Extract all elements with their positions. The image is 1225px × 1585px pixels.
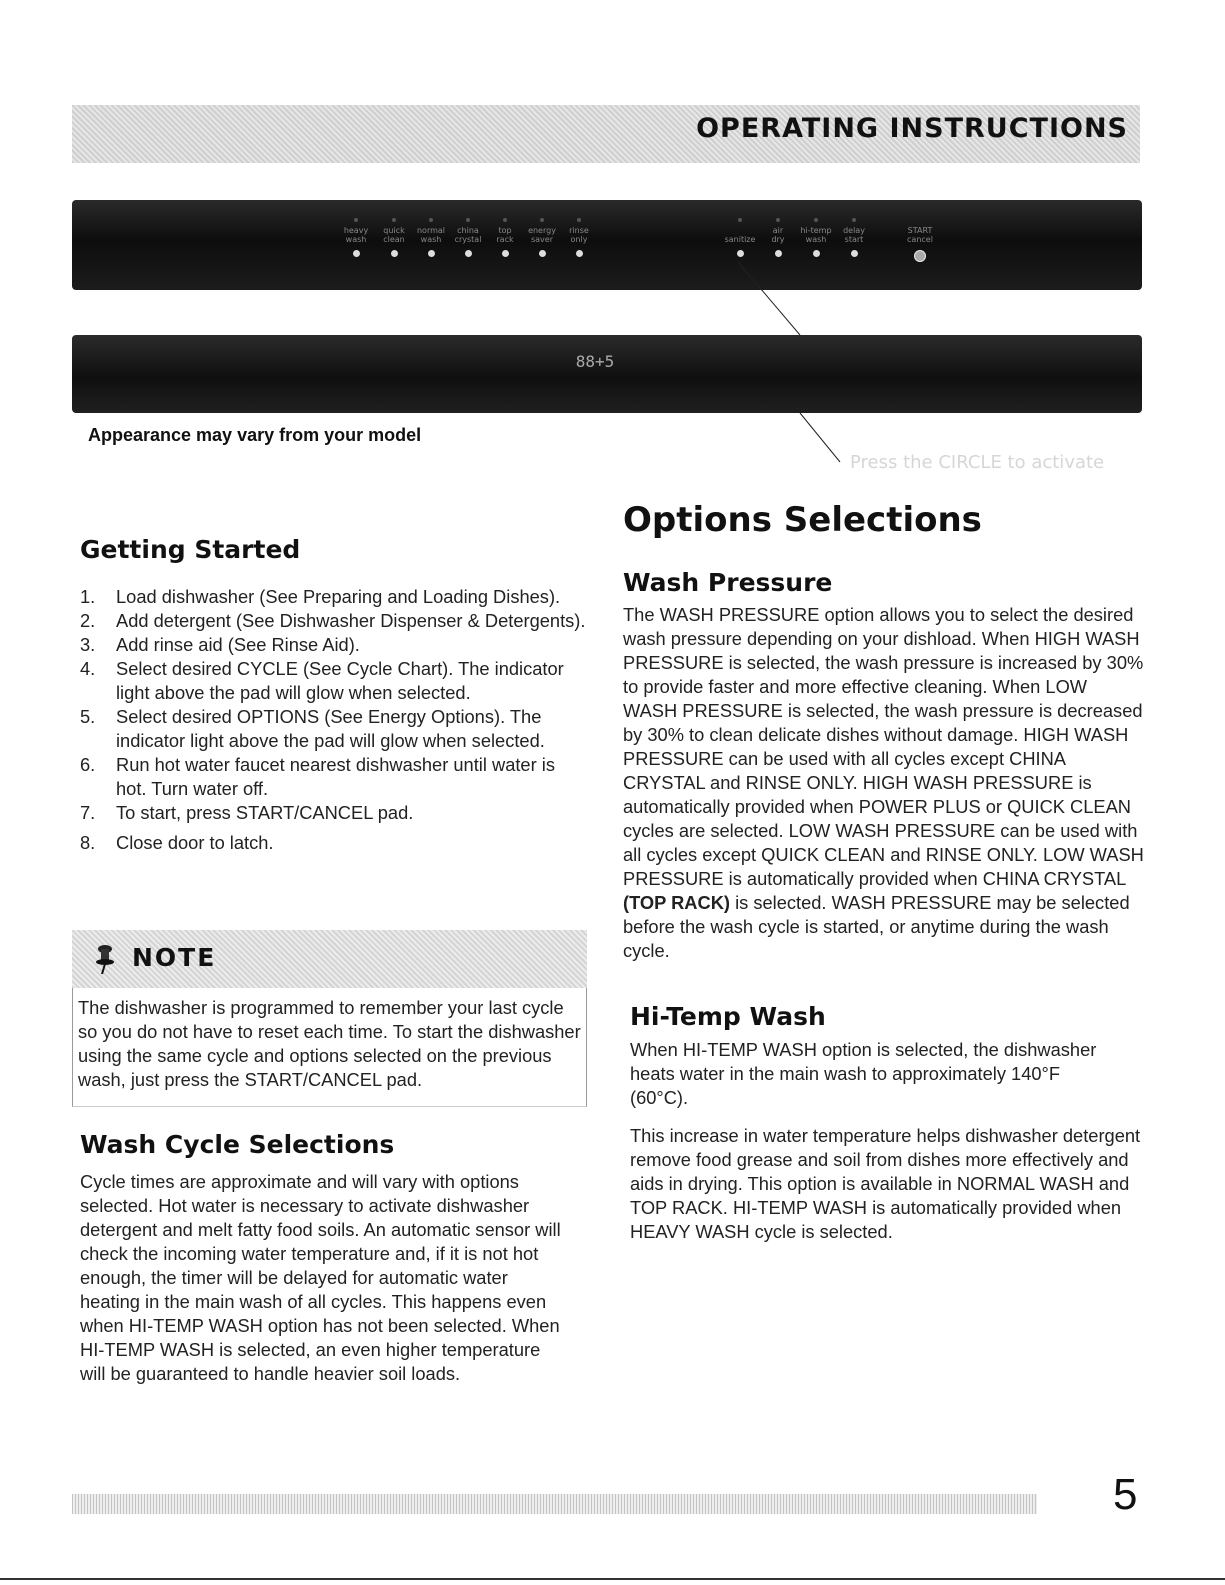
option-air-dry: air dry <box>752 218 804 257</box>
cycle-top-rack: top rack <box>479 218 531 257</box>
option-delay-start: delay start <box>828 218 880 257</box>
step-item: 4. Select desired CYCLE (See Cycle Chart). The indicator light above the pad will glow when selected. <box>80 658 564 703</box>
note-text: The dishwasher is programmed to remember your last cycle so you do not have to reset each time. To start the dishwasher using the same cycle and options selected on the previous wash, just press the START/CANCEL pad. <box>78 997 581 1090</box>
header-title: OPERATING INSTRUCTIONS <box>696 113 1128 144</box>
panel-display: 88+5 <box>575 352 615 371</box>
wash-cycle-heading: Wash Cycle Selections <box>80 1130 395 1159</box>
cycle-heavy-wash: heavy wash <box>330 218 382 257</box>
wash-pressure-text <box>623 603 1145 963</box>
header-band <box>72 105 1140 163</box>
cycle-rinse-only: rinse only <box>553 218 605 257</box>
option-hi-temp-wash: hi-temp wash <box>790 218 842 257</box>
cycle-energy-saver: energy saver <box>516 218 568 257</box>
step-item: 6. Run hot water faucet nearest dishwasher until water is hot. Turn water off. <box>80 754 555 799</box>
press-circle-caption: Press the CIRCLE to activate <box>850 452 1105 473</box>
step-item: 7. To start, press START/CANCEL pad. <box>80 802 414 823</box>
control-panel-top <box>72 200 1142 290</box>
hi-temp-text-1: When HI-TEMP WASH option is selected, the dishwasher heats water in the main wash to approximately 140°F (60°C). <box>630 1039 1097 1108</box>
note-title: NOTE <box>132 943 217 972</box>
cycle-china-crystal: china crystal <box>442 218 494 257</box>
wash-pressure-heading: Wash Pressure <box>623 568 833 597</box>
option-sanitize: sanitize <box>714 218 766 257</box>
step-item: 1. Load dishwasher (See Preparing and Loading Dishes). <box>80 586 561 607</box>
start-cancel-button: START cancel <box>894 218 946 262</box>
getting-started-steps <box>80 585 590 855</box>
page-number: 5 <box>1113 1470 1138 1519</box>
options-selections-heading: Options Selections <box>623 500 982 540</box>
step-item: 5. Select desired OPTIONS (See Energy Options). The indicator light above the pad will glow when selected. <box>80 706 545 751</box>
wash-cycle-text: Cycle times are approximate and will vary with options selected. Hot water is necessary to activate dishwasher detergent and melt fatty food soils. An automatic sensor will check the incoming water temperature and, if it is not hot enough, the timer will be delayed for automatic water heating in the main wash of all cycles. This happens even when HI-TEMP WASH option has not been selected. When HI-TEMP WASH is selected, an even higher temperature will be guaranteed to handle heavier soil loads. <box>80 1171 561 1384</box>
model-variation-note: Appearance may vary from your model <box>88 425 422 445</box>
cycle-normal-wash: normal wash <box>405 218 457 257</box>
wash-pressure-text-a: The WASH PRESSURE option allows you to select the desired wash pressure depending on your dishload. When HIGH WASH PRESSURE is selected, the wash pressure is increased by 30% to provide faster and more effective cleaning. When LOW WASH PRESSURE is selected, the wash pressure is decreased by 30% to clean delicate dishes without damage. HIGH WASH PRESSURE can be used with all cycles except CHINA CRYSTAL and RINSE ONLY. HIGH WASH PRESSURE is automatically provided when POWER PLUS or QUICK CLEAN cycles are selected. LOW WASH PRESSURE can be used with all cycles except QUICK CLEAN and RINSE ONLY. LOW WASH PRESSURE is automatically provided when CHINA CRYSTAL <box>623 604 1144 889</box>
wash-pressure-text-b: is selected. WASH PRESSURE may be selected before the wash cycle is started, or anytime during the wash cycle. <box>623 892 1130 961</box>
hi-temp-text-2: This increase in water temperature helps dishwasher detergent remove food grease and soil from dishes more effectively and aids in drying. This option is available in NORMAL WASH and TOP RACK. HI-TEMP WASH is automatically provided when HEAVY WASH cycle is selected. <box>630 1125 1141 1242</box>
getting-started-heading: Getting Started <box>80 535 301 564</box>
step-item: 8. Close door to latch. <box>80 832 274 853</box>
cycle-quick-clean: quick clean <box>368 218 420 257</box>
step-item: 3. Add rinse aid (See Rinse Aid). <box>80 634 360 655</box>
wash-pressure-text-bold: (TOP RACK) <box>623 892 730 913</box>
bottom-rule <box>0 1578 1225 1580</box>
footer-band <box>72 1494 1037 1514</box>
hi-temp-heading: Hi-Temp Wash <box>630 1002 826 1031</box>
push-pin-icon <box>92 943 118 975</box>
step-item: 2. Add detergent (See Dishwasher Dispenser & Detergents). <box>80 610 586 631</box>
